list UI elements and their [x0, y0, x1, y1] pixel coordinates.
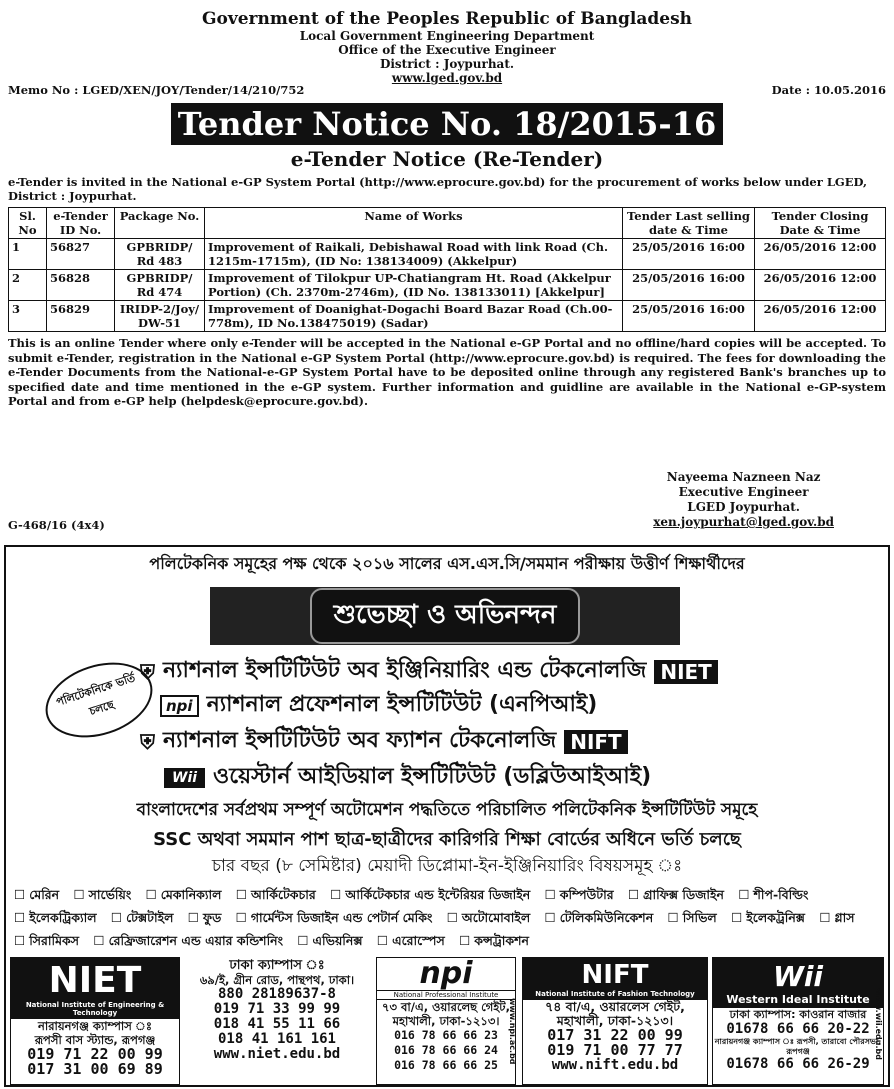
- instructions-paragraph: This is an online Tender where only e-Tender will be accepted in the National e-GP Portal and no offline/hard copies will be accepted. To submit e-Tender, registration in the National e-GP System Portal (http://www.eprocure.gov.bd) is required. The fees for downloading the e-Tender Documents from the National-e-GP System Portal have to be deposited online through any registered Bank's branches up to specified date and time mentioned in the e-GP system. Further information and guidline are available in the National e-GP-system Portal and from e-GP help (helpdesk@eprocure.gov.bd).: [8, 336, 886, 408]
- wii-phone: 01678 66 66 20-22: [726, 1021, 870, 1037]
- subject-item: ☐ সার্ভেয়িং: [73, 883, 131, 906]
- subject-item: ☐ অটোমোবাইল: [447, 906, 530, 929]
- signatory-name: Nayeema Nazneen Naz: [666, 470, 821, 484]
- subject-item: ☐ গ্লাস: [819, 906, 854, 929]
- cell-work: Improvement of Tilokpur UP-Chatiangram Ht. Road (Akkelpur Portion) (Ch. 2370m-2746m), (ID No. 138133011) [Akkelpur]: [205, 270, 623, 301]
- subject-item: ☐ আর্কিটেকচার: [236, 883, 316, 906]
- tender-notice: [0, 0, 894, 538]
- dhaka-phone: 018 41 55 11 66: [213, 1016, 341, 1032]
- cell-closing: 26/05/2016 12:00: [755, 301, 886, 332]
- subject-item: ☐ গার্মেন্টস ডিজাইন এন্ড পেটার্ন মেকিং: [236, 906, 433, 929]
- subject-item: ☐ ইলেকট্রনিক্স: [731, 906, 805, 929]
- office-heading: Office of the Executive Engineer: [338, 43, 556, 57]
- niet-logo: NIET: [11, 958, 179, 1001]
- dhaka-phone: 018 41 161 161: [217, 1031, 336, 1047]
- cell-id: 56828: [47, 270, 115, 301]
- ad-code: G-468/16 (4x4): [8, 518, 105, 532]
- subject-item: ☐ গ্রাফিক্স ডিজাইন: [628, 883, 724, 906]
- niet-address: রূপসী বাস স্ট্যান্ড, রূপগঞ্জ: [34, 1033, 156, 1047]
- npi-address: ৭৩ বা/এ, ওয়ারলেছ গেইট,: [382, 1000, 510, 1014]
- subject-item: ☐ ফুড: [188, 906, 222, 929]
- institute-npi: [160, 687, 597, 724]
- cell-work: Improvement of Doanighat-Dogachi Board Bazar Road (Ch.00-778m), ID No.138475019) (Sadar): [205, 301, 623, 332]
- crest-icon: ⛨: [140, 729, 155, 754]
- crest-icon: ⛨: [140, 659, 155, 684]
- dhaka-campus: ঢাকা ক্যাম্পাস ঃ: [229, 958, 325, 973]
- cell-selling: 25/05/2016 16:00: [623, 270, 755, 301]
- npi-phone: 016 78 66 66 23: [394, 1028, 498, 1042]
- subject-item: ☐ কন্সট্রাকশন: [459, 929, 529, 952]
- table-row: [9, 270, 886, 301]
- npi-phone: 016 78 66 66 24: [394, 1043, 498, 1057]
- npi-logo-sub: National Professional Institute: [377, 990, 515, 1000]
- subject-item: ☐ এভিয়নিক্স: [297, 929, 362, 952]
- institute-niet: [140, 653, 718, 690]
- col-header: Package No.: [115, 208, 205, 239]
- memo-number: Memo No : LGED/XEN/JOY/Tender/14/210/752: [8, 83, 305, 97]
- cell-id: 56829: [47, 301, 115, 332]
- subject-item: ☐ শীপ-বিল্ডিং: [738, 883, 808, 906]
- signatory-role: Executive Engineer: [678, 485, 809, 499]
- cell-selling: 25/05/2016 16:00: [623, 239, 755, 270]
- subject-item: ☐ সিরামিকস: [14, 929, 79, 952]
- wii-logo: Wii: [164, 768, 205, 788]
- signature-block: [653, 470, 834, 530]
- niet-phone: 019 71 22 00 99: [27, 1045, 163, 1063]
- nift-phone: 019 71 00 77 77: [547, 1041, 683, 1059]
- subject-item: ☐ রেফ্রিজারেশন এন্ড এয়ার কন্ডিশনিং: [93, 929, 283, 952]
- niet-contact: [10, 957, 180, 1085]
- wii-campus: ঢাকা ক্যাম্পাস: কাওরান বাজার: [729, 1008, 867, 1021]
- table-row: [9, 301, 886, 332]
- subject-item: ☐ সিভিল: [668, 906, 717, 929]
- nift-contact: [522, 957, 708, 1085]
- wii-website[interactable]: www.wii.edu.bd: [874, 988, 883, 1060]
- wii-address: নারায়নগঞ্জ ক্যাম্পাস ঃ রূপসী, তারাবো পৌরসভা, রূপগঞ্জ: [714, 1037, 882, 1056]
- subject-item: ☐ টেক্সটাইল: [111, 906, 174, 929]
- ad-line-2: SSC অথবা সমমান পাশ ছাত্র-ছাত্রীদের কারিগরি শিক্ষা বোর্ডের অধিনে ভর্তি চলছে: [153, 829, 741, 850]
- tender-table: [8, 207, 886, 332]
- npi-phone: 016 78 66 66 25: [394, 1058, 498, 1072]
- nift-logo-sub: National Institute of Fashion Technology: [523, 990, 707, 1000]
- gov-heading: Government of the Peoples Republic of Bangladesh: [201, 9, 693, 29]
- tender-title: Tender Notice No. 18/2015-16: [171, 103, 723, 145]
- cell-sl: 2: [9, 270, 47, 301]
- ad-line-3: চার বছর (৮ সেমিষ্টার) মেয়াদী ডিপ্লোমা-ইন-ইঞ্জিনিয়ারিং বিষয়সমূহ ঃ: [211, 856, 683, 876]
- cell-package: IRIDP-2/Joy/ DW-51: [115, 301, 205, 332]
- cell-closing: 26/05/2016 12:00: [755, 239, 886, 270]
- website-link[interactable]: www.lged.gov.bd: [391, 71, 503, 85]
- niet-campus: নারায়নগঞ্জ ক্যাম্পাস ঃ: [38, 1019, 152, 1033]
- nift-phone: 017 31 22 00 99: [547, 1026, 683, 1044]
- institute-name: ওয়েস্টার্ন আইডিয়াল ইন্সটিটিউট (ডব্লিউআইআই): [213, 764, 652, 789]
- memo-date: Date : 10.05.2016: [771, 83, 886, 97]
- subject-item: ☐ মেরিন: [14, 883, 59, 906]
- col-header: Tender Last selling date & Time: [623, 208, 755, 239]
- niet-logo: NIET: [654, 660, 717, 684]
- signatory-office: LGED Joypurhat.: [687, 500, 800, 514]
- niet-website[interactable]: www.niet.edu.bd: [213, 1046, 341, 1062]
- polytechnic-advertisement: [4, 545, 890, 1087]
- nift-website[interactable]: www.nift.edu.bd: [551, 1057, 679, 1073]
- nift-address: ৭৪ বা/এ, ওয়ারলেস গেইট,: [545, 999, 685, 1014]
- tender-subtitle: e-Tender Notice (Re-Tender): [290, 147, 604, 171]
- npi-logo: npi: [160, 695, 199, 717]
- signatory-email[interactable]: xen.joypurhat@lged.gov.bd: [653, 515, 834, 529]
- wii-logo: Wii: [713, 958, 883, 993]
- wii-contact: [712, 957, 884, 1085]
- npi-website[interactable]: www.npi.ac.bd: [508, 998, 517, 1065]
- institute-nift: [140, 723, 628, 760]
- subject-item: ☐ টেলিকমিউনিকেশন: [545, 906, 654, 929]
- district-heading: District : Joypurhat.: [379, 57, 515, 71]
- cell-sl: 1: [9, 239, 47, 270]
- ad-line-1: বাংলাদেশের সর্বপ্রথম সম্পূর্ণ অটোমেশন পদ্ধতিতে পরিচালিত পলিটেকনিক ইন্সটিটিউট সমূহে: [136, 800, 758, 820]
- table-row: [9, 239, 886, 270]
- nift-logo: NIFT: [564, 730, 627, 754]
- col-header: e-Tender ID No.: [47, 208, 115, 239]
- memo-row: [8, 83, 886, 97]
- subject-item: ☐ মেকানিক্যাল: [146, 883, 222, 906]
- nift-address: মহাখালী, ঢাকা-১২১৩।: [556, 1013, 674, 1028]
- subject-item: ☐ আর্কিটেকচার এন্ড ইন্টেরিয়র ডিজাইন: [330, 883, 530, 906]
- cell-sl: 3: [9, 301, 47, 332]
- cell-package: GPBRIDP/ Rd 483: [115, 239, 205, 270]
- npi-address: মহাখালী, ঢাকা-১২১৩।: [392, 1014, 500, 1028]
- npi-contact: [376, 957, 516, 1085]
- npi-logo: npi: [419, 956, 473, 991]
- subject-list: [14, 883, 884, 952]
- institute-name: ন্যাশনাল ইন্সটিটিউট অব ইঞ্জিনিয়ারিং এন্ড টেকনোলজি: [163, 658, 647, 683]
- cell-selling: 25/05/2016 16:00: [623, 301, 755, 332]
- intro-text: e-Tender is invited in the National e-GP System Portal (http://www.eprocure.gov.bd) for the procurement of works below under LGED, District : Joypurhat.: [8, 175, 868, 203]
- subject-item: ☐ ইলেকট্রিক্যাল: [14, 906, 97, 929]
- admission-stamp: পলিটেকনিকে ভর্তি চলছে: [36, 650, 162, 751]
- ad-heading: পলিটেকনিক সমূহের পক্ষ থেকে ২০১৬ সালের এস.এস.সি/সমমান পরীক্ষায় উত্তীর্ণ শিক্ষার্থীদের: [149, 554, 745, 573]
- col-header: Name of Works: [205, 208, 623, 239]
- dhaka-phone: 019 71 33 99 99: [213, 1001, 341, 1017]
- subject-item: ☐ এরোস্পেস: [377, 929, 445, 952]
- institute-name: ন্যাশনাল প্রফেশনাল ইন্সটিটিউট (এনপিআই): [206, 692, 598, 717]
- dept-heading: Local Government Engineering Department: [299, 29, 595, 43]
- niet-phone: 017 31 00 69 89: [27, 1060, 163, 1078]
- table-header-row: [9, 208, 886, 239]
- dhaka-phone: 880 28189637-8: [217, 986, 336, 1002]
- col-header: Sl. No: [9, 208, 47, 239]
- dhaka-campus-contact: [182, 957, 372, 1085]
- subject-item: ☐ কম্পিউটার: [545, 883, 614, 906]
- cell-id: 56827: [47, 239, 115, 270]
- dhaka-address: ৬৯/ই, গ্রীন রোড, পান্থপথ, ঢাকা।: [199, 973, 355, 987]
- wii-phone: 01678 66 66 26-29: [726, 1056, 870, 1072]
- cell-work: Improvement of Raikali, Debishawal Road with link Road (Ch. 1215m-1715m), (ID No: 138134009) (Akkelpur): [205, 239, 623, 270]
- institute-wii: [164, 759, 651, 796]
- niet-logo-sub: National Institute of Engineering & Technology: [11, 1001, 179, 1019]
- nift-logo: NIFT: [523, 958, 707, 990]
- greeting-banner: [210, 587, 680, 645]
- cell-closing: 26/05/2016 12:00: [755, 270, 886, 301]
- cell-package: GPBRIDP/ Rd 474: [115, 270, 205, 301]
- greeting-text: শুভেচ্ছা ও অভিনন্দন: [310, 588, 581, 644]
- institute-name: ন্যাশনাল ইন্সটিটিউট অব ফ্যাশন টেকনোলজি: [163, 728, 557, 753]
- col-header: Tender Closing Date & Time: [755, 208, 886, 239]
- wii-logo-sub: Western Ideal Institute: [713, 993, 883, 1008]
